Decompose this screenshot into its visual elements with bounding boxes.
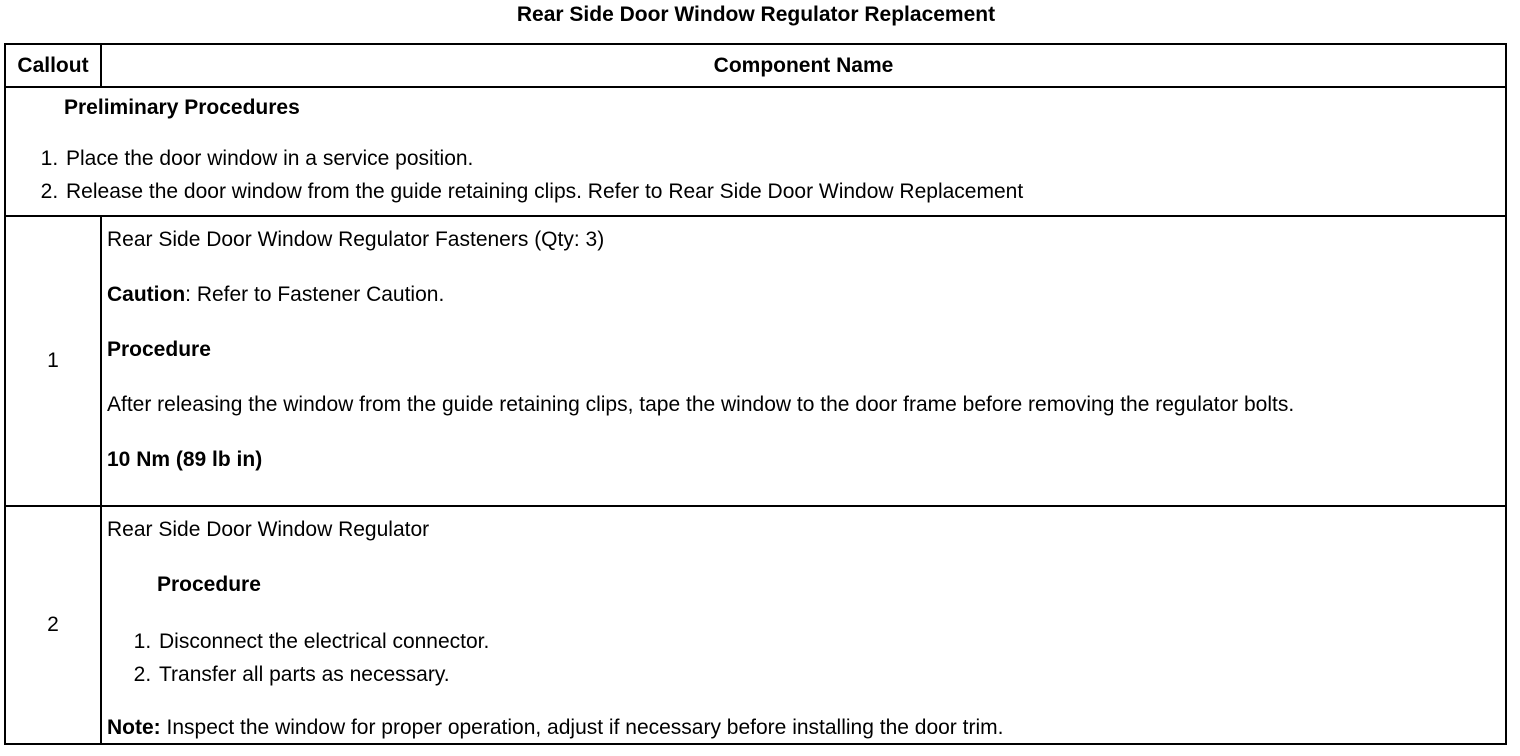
procedure-table — [4, 43, 1507, 745]
preliminary-cell — [5, 87, 1506, 216]
procedure-steps — [107, 625, 1505, 691]
caution-label: Caution — [107, 283, 186, 306]
note-label: Note: — [107, 716, 161, 739]
procedure-step: 2. Transfer all parts as necessary. — [157, 658, 1505, 691]
note-text: Inspect the window for proper operation, adjust if necessary before installing the door trim. — [160, 716, 1004, 739]
procedure-step: 1. Disconnect the electrical connector. — [157, 625, 1505, 658]
procedure-heading: Procedure — [107, 338, 211, 361]
preliminary-step: 1. Place the door window in a service position. — [64, 142, 1505, 175]
preliminary-heading: Preliminary Procedures — [64, 96, 300, 119]
callout-number: 2 — [5, 506, 101, 744]
caution-line — [107, 280, 1505, 310]
component-cell — [101, 506, 1506, 744]
table-row — [5, 216, 1506, 506]
procedure-text: After releasing the window from the guide retaining clips, tape the window to the door frame before removing the regulator bolts. — [107, 393, 1295, 416]
preliminary-row — [5, 87, 1506, 216]
component-name-header: Component Name — [101, 44, 1506, 87]
torque-spec: 10 Nm (89 lb in) — [107, 448, 263, 471]
preliminary-step: 2. Release the door window from the guide retaining clips. Refer to Rear Side Door Window Replacement — [64, 175, 1505, 208]
component-name: Rear Side Door Window Regulator — [107, 518, 430, 541]
preliminary-steps — [6, 142, 1505, 208]
page-title: Rear Side Door Window Regulator Replacement — [516, 3, 996, 26]
table-row — [5, 506, 1506, 744]
component-cell — [101, 216, 1506, 506]
note-line — [107, 713, 1505, 743]
caution-text: : Refer to Fastener Caution. — [185, 283, 445, 306]
procedure-heading: Procedure — [157, 573, 261, 596]
callout-header: Callout — [5, 44, 101, 87]
component-name: Rear Side Door Window Regulator Fasteners (Qty: 3) — [107, 228, 605, 251]
callout-number: 1 — [5, 216, 101, 506]
table-header-row — [5, 44, 1506, 87]
